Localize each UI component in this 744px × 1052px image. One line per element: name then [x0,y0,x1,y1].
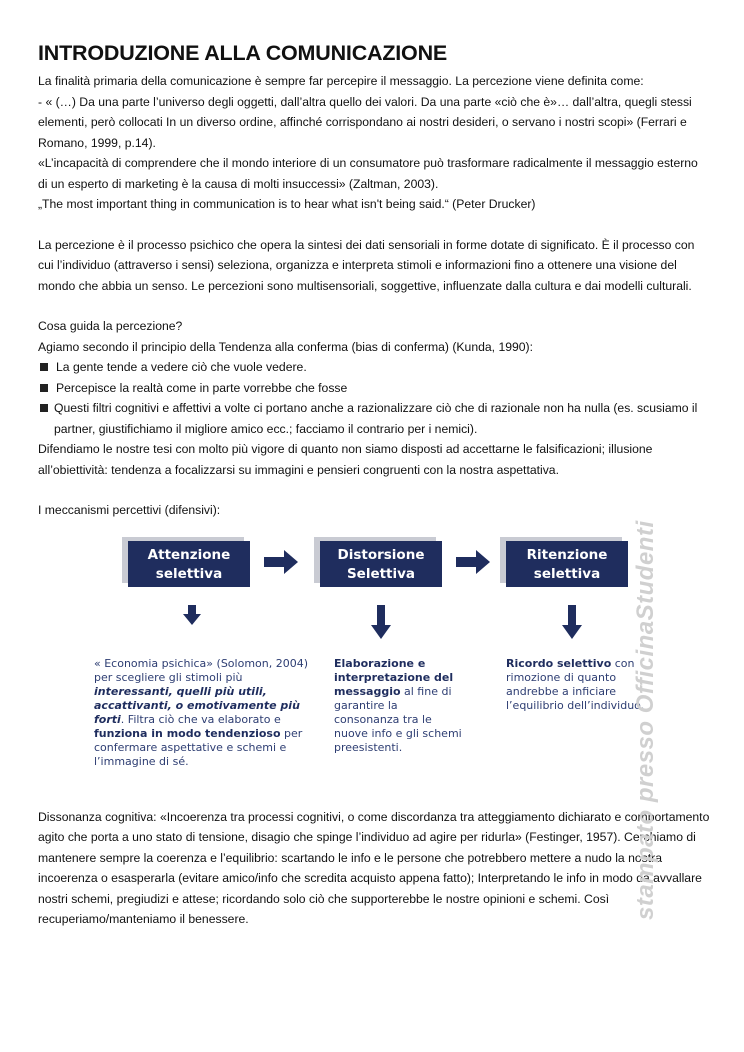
box-attenzione-selettiva: Attenzione selettiva [128,541,250,587]
desc-attenzione: « Economia psichica» (Solomon, 2004) per scegliere gli stimoli più interessanti, quelli più utili, accattivanti, o emotivamente più forti. Filtra ciò che va elaborato e funziona in modo tendenzioso per confermare aspettative e schemi e l’immagine di sé. [94,656,309,768]
defense-paragraph: Difendiamo le nostre tesi con molto più vigore di quanto non siamo disposti ad accettarne le falsificazioni; illusione all’obiettività: tendenza a focalizzarsi su immagini e pensieri congruenti con la nostra aspettativa. [38,442,653,477]
square-bullet-icon [40,363,48,371]
guide-principle: Agiamo secondo il principio della Tendenza alla conferma (bias di conferma) (Kunda, 1990): [38,339,534,354]
arrow-down-icon [371,605,391,639]
list-item: Questi filtri cognitivi e affettivi a volte ci portano anche a razionalizzare ciò che di razionale non ha nulla (es. scusiamo il partner, giustifichiamo il migliore amico ecc.; facciamo il contrario per i nemici). [38,398,710,439]
list-item: Percepisce la realtà come in parte vorrebbe che fosse [38,378,710,399]
watermark: stampato presso OfficinaStudenti [632,520,659,920]
arrow-right-icon [456,550,490,574]
mechanisms-heading: I meccanismi percettivi (difensivi): [38,503,221,517]
list-item: La gente tende a vedere ciò che vuole vedere. [38,357,710,378]
perception-paragraph: La percezione è il processo psichico che opera la sintesi dei dati sensoriali in forme dotate di significato. È il processo con cui l’individuo (attraverso i sensi) seleziona, organizza e interpreta stimoli e informazioni fino a ottenere una visione del mondo che abbia un senso. Le percezioni sono multisensoriali, soggettive, influenzate dalla cultura e dai modelli culturali. [38,237,695,293]
mechanisms-diagram [38,527,710,807]
quote-ferrari-romano: - « (…) Da una parte l’universo degli oggetti, dall’altra quello dei valori. Da una parte «ciò che è»… dall’altra, quegli stessi elementi, però collocati In un diverso ordine, affinché corrispondano ai nostri desideri, o servano i nostri scopi» (Ferrari e Romano, 1999, p.14). [38,94,692,150]
desc-ritenzione: Ricordo selettivo con rimozione di quanto andrebbe a inficiare l’equilibrio dell’individuo. [506,656,645,712]
arrow-right-icon [264,550,298,574]
arrow-down-icon [562,605,582,639]
quote-zaltman: «L’incapacità di comprendere che il mondo interiore di un consumatore può trasformare radicalmente il messaggio esterno di un esperto di marketing è la causa di molti insuccessi» (Zaltman, 2003). [38,156,698,191]
square-bullet-icon [40,404,48,412]
document-page [38,40,710,930]
arrow-down-icon [183,605,201,625]
dissonance-paragraph: Dissonanza cognitiva: «Incoerenza tra processi cognitivi, o come discordanza tra atteggiamento dichiarato e comportamento agito che porta a uno stato di tensione, disagio che spinge l’individuo ad agire per ridurla» (Festinger, 1957). Cerchiamo di mantenere sempre la coerenza e l’equilibrio: scartando le info e le persone che potrebbero mettere a nudo la nostra incoerenza o esasperarla (evitare amico/info che scredita acquisto appena fatto); Interpretando le info in modo da avvallare nostri schemi, pregiudizi e attese; ricordando solo ciò che supporterebbe le nostre opinioni e schemi. Così recuperiamo/manteniamo il benessere. [38,809,710,926]
box-distorsione-selettiva: Distorsione Selettiva [320,541,442,587]
desc-distorsione: Elaborazione e interpretazione del messaggio al fine di garantire la consonanza tra le nuove info e gli schemi preesistenti. [334,656,462,754]
intro-definition: La finalità primaria della comunicazione è sempre far percepire il messaggio. La percezione viene definita come: [38,74,644,88]
box-ritenzione-selettiva: Ritenzione selettiva [506,541,628,587]
guide-question: Cosa guida la percezione? [38,319,183,333]
bullet-list [38,357,710,439]
page-title: INTRODUZIONE ALLA COMUNICAZIONE [38,41,448,65]
square-bullet-icon [40,384,48,392]
quote-drucker: „The most important thing in communication is to hear what isn't being said.“ (Peter Drucker) [38,197,536,211]
